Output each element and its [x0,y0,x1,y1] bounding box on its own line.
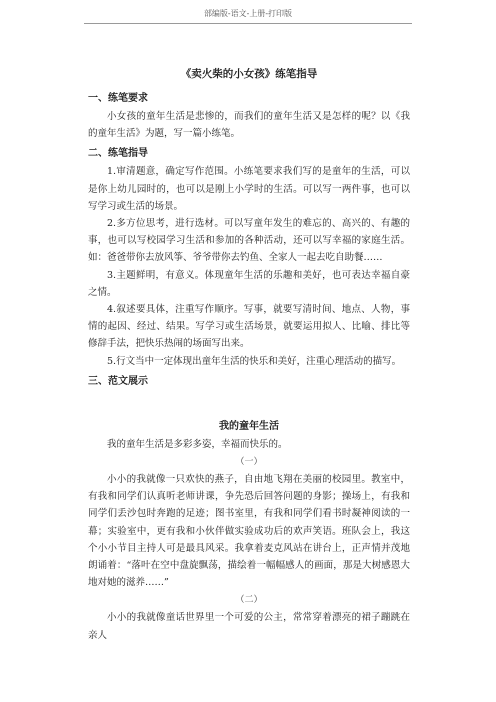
essay-part-label-1: （一） [235,457,263,468]
document-title: 《卖火柴的小女孩》练笔指导 [180,68,318,80]
section-heading-sample: 三、范文展示 [88,375,148,387]
essay-paragraph-2: 小小的我就像童话世界里一个可爱的公主，常常穿着漂亮的裙子蹦跳在亲人 [88,612,410,641]
essay-intro: 我的童年生活是多彩多姿，幸福而快乐的。 [107,438,288,450]
page-header: 部编版-语文-上册-打印版 [203,9,293,18]
requirements-paragraph: 小女孩的童年生活是悲惨的，而我们的童年生活又是怎样的呢？以《我的童年生活》为题，写一篇小练笔。 [88,111,410,140]
guidance-item-3: 3.主题鲜明，有意义。体现童年生活的乐趣和美好，也可表达幸福自豪之情。 [88,269,410,298]
section-heading-guidance: 二、练笔指导 [88,148,148,160]
essay-paragraph-1: 小小的我就像一只欢快的燕子，自由地飞翔在美丽的校园里。教室中，有我和同学们认真听老师讲课，争先恐后回答问题的身影；操场上，有我和同学们丢沙包时奔跑的足迹；图书室里，有我和同学们看书时凝神阅读的一幕；实验室中，更有我和小伙伴做实验成功后的欢声笑语。班队会上，我这个小小节目主持人可是最具风采。我拿着麦克风站在讲台上，正声情并茂地朗诵着：“落叶在空中盘旋飘荡，描绘着一幅幅感人的画面，那是大树感恩大地对她的滋养……” [88,474,410,589]
section-heading-requirements: 一、练笔要求 [88,93,148,104]
guidance-item-2: 2.多方位思考，进行选材。可以写童年发生的难忘的、高兴的、有趣的事，也可以写校园学习生活和参加的各种活动，还可以写幸福的家庭生活。如：爸爸带你去放风筝、爷爷带你去钓鱼、全家人一起去吃自助餐…… [88,218,410,264]
guidance-item-1: 1.审清题意，确定写作范围。小练笔要求我们写的是童年的生活，可以是你上幼儿园时的，也可以是刚上小学时的生活。可以写一两件事，也可以写学习或生活的场景。 [88,166,410,212]
document-body [88,66,410,644]
essay-part-label-2: （二） [235,595,263,606]
header-divider [84,23,412,24]
guidance-item-4: 4.叙述要具体，注重写作顺序。写事，就要写清时间、地点、人物，事情的起因、经过、结果。写学习或生活场景，就要运用拟人、比喻、排比等修辞手法，把快乐热闹的场面写出来。 [88,304,410,350]
guidance-item-5: 5.行文当中一定体现出童年生活的快乐和美好，注重心理活动的描写。 [107,355,402,367]
essay-title: 我的童年生活 [219,420,279,432]
